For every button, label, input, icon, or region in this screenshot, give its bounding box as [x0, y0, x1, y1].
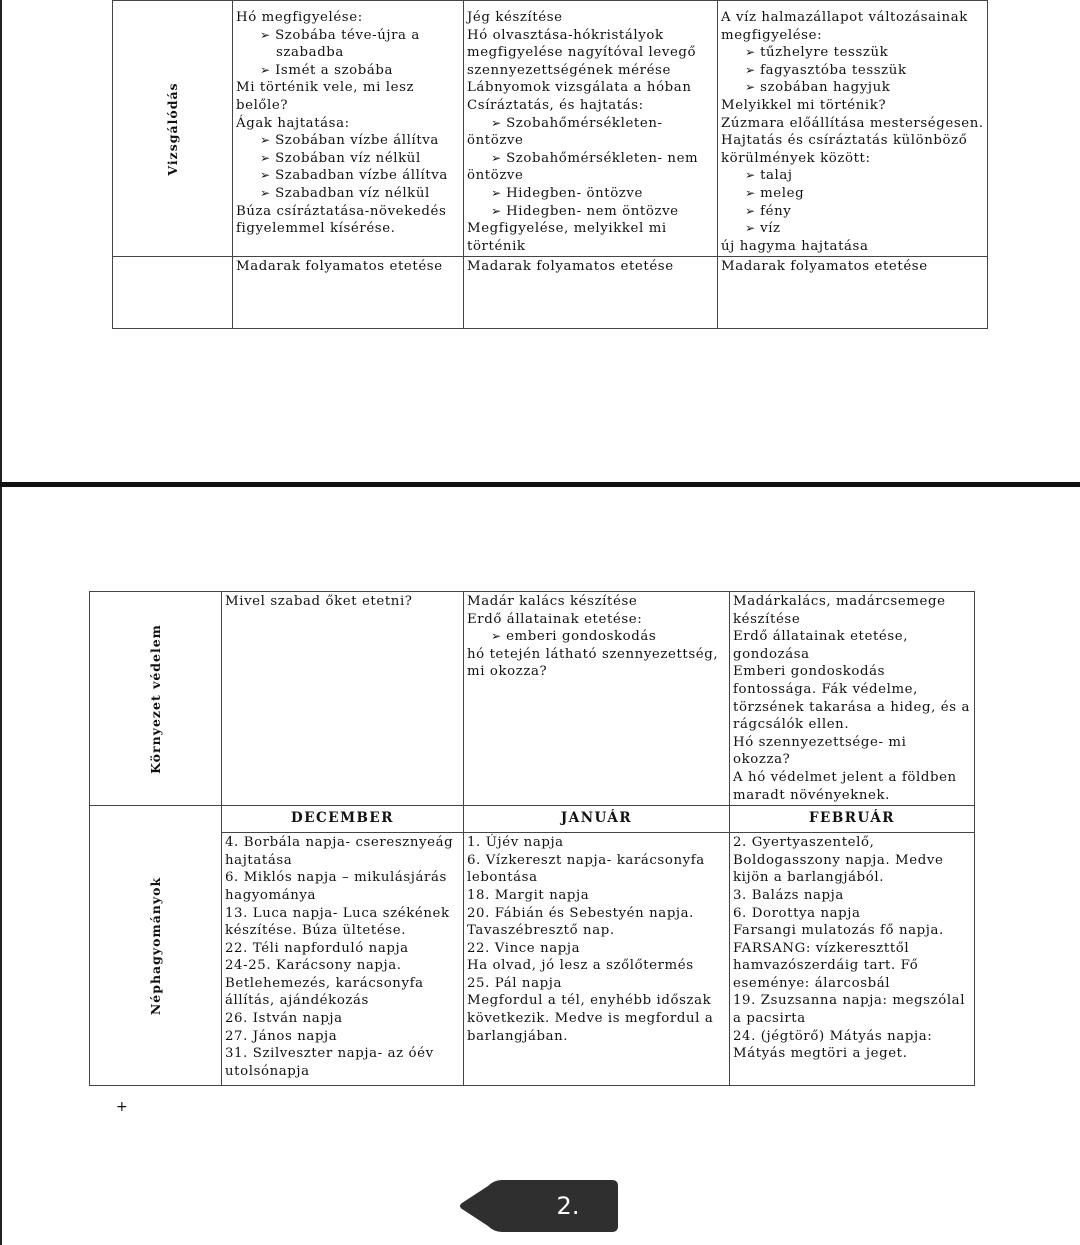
cell-bird-feeding: Madarak folyamatos etetése [718, 257, 988, 329]
cell-env-january [464, 592, 730, 806]
text-line: okozza? [733, 752, 791, 768]
text-line: új hagyma hajtatása [721, 238, 869, 254]
cell-december-examination [233, 1, 464, 257]
text-line: hagyománya [225, 887, 317, 903]
text-line: ➢ Ismét a szobába [236, 62, 460, 80]
text-line: Csíráztatás, és hajtatás: [467, 97, 644, 113]
text-line: 22. Vince napja [467, 940, 581, 956]
cell-bird-feeding: Madarak folyamatos etetése [233, 257, 464, 329]
text-line: Hajtatás és csíráztatás különböző [721, 133, 968, 149]
row-label-environment: Környezet védelem [90, 592, 222, 806]
text-line: megfigyelése: [721, 27, 823, 43]
text-line: ➢ fagyasztóba tesszük [721, 62, 984, 80]
text-line: Megfigyelése, melyikkel mi [467, 221, 667, 237]
text-line: hó tetején látható szennyezettség, [467, 646, 719, 662]
text-line: ➢ meleg [721, 185, 984, 203]
text-line: 26. István napja [225, 1011, 343, 1027]
cell-february-examination [718, 1, 988, 257]
text-line: lebontása [467, 870, 538, 886]
text-line: mi okozza? [467, 664, 548, 680]
month-header-december: DECEMBER [222, 806, 464, 833]
text-line: 25. Pál napja [467, 975, 562, 991]
text-line: Ha olvad, jó lesz a szőlőtermés [467, 958, 694, 974]
text-line: Hó olvasztása-hókristályok [467, 27, 664, 43]
text-line: 31. Szilveszter napja- az óév [225, 1046, 434, 1062]
text-line: utolsónapja [225, 1063, 310, 1079]
text-line: 22. Téli napforduló napja [225, 940, 409, 956]
text-line: ➢ talaj [721, 167, 984, 185]
text-line: ➢ Szabadban víz nélkül [236, 185, 460, 203]
text-line: Betlehemezés, karácsonyfa [225, 975, 424, 991]
text-line: 24. (jégtörő) Mátyás napja: [733, 1028, 933, 1044]
text-line: a pacsirta [733, 1011, 806, 1027]
table-row [90, 806, 975, 833]
page-number-indicator[interactable] [458, 1180, 618, 1232]
text-line: 6. Miklós napja – mikulásjárás [225, 870, 447, 886]
text-line: Emberi gondoskodás [733, 664, 886, 680]
page-number-label: 2. [556, 1192, 580, 1220]
text-line: FARSANG: vízkereszttől [733, 940, 910, 956]
plus-mark: + [116, 1099, 128, 1115]
text-line: következik. Medve is megfordul a [467, 1011, 714, 1027]
text-line: 19. Zsuzsanna napja: megszólal [733, 993, 966, 1009]
text-line: ➢ Szobahőmérsékleten- nem [467, 150, 714, 168]
text-line: ➢ Szobában vízbe állítva [236, 132, 460, 150]
text-line: Mivel szabad őket etetni? [225, 594, 413, 609]
text-line: készítése [733, 611, 801, 627]
month-header-february: FEBRUÁR [730, 806, 975, 833]
text-line: ➢ tűzhelyre tesszük [721, 44, 984, 62]
document-page-top [0, 0, 1080, 482]
text-line: Búza csíráztatása-növekedés [236, 203, 447, 219]
text-line: 13. Luca napja- Luca székének [225, 905, 450, 921]
table-row [90, 833, 975, 1086]
text-line: 6. Dorottya napja [733, 905, 861, 921]
text-line: Megfordul a tél, enyhébb időszak [467, 993, 712, 1009]
month-header-january: JANUÁR [464, 806, 730, 833]
text-line: figyelemmel kísérése. [236, 221, 396, 237]
text-line: Madár kalács készítése [467, 594, 638, 609]
text-line: eseménye: álarcosbál [733, 975, 891, 991]
text-line: körülmények között: [721, 150, 871, 166]
text-line: Madárkalács, madárcsemege [733, 594, 946, 609]
text-line: Farsangi mulatozás fő napja. [733, 923, 944, 939]
text-line: A hó védelmet jelent a földben [733, 769, 957, 785]
text-line: 27. János napja [225, 1028, 338, 1044]
text-line: törzsének takarása a hideg, és a [733, 699, 971, 715]
text-line: ➢ Szobahőmérsékleten- [467, 115, 714, 133]
text-line: maradt növényeknek. [733, 787, 890, 803]
text-line: 2. Gyertyaszentelő, [733, 835, 875, 851]
text-line: rágcsálók ellen. [733, 717, 850, 733]
text-line: készítése. Búza ültetése. [225, 923, 407, 939]
text-line: hajtatása [225, 852, 293, 868]
text-line: Hó megfigyelése: [236, 10, 363, 25]
text-line: kijön a barlangjából. [733, 870, 885, 886]
text-line: ➢ Hidegben- nem öntözve [467, 203, 714, 221]
cell-traditions-february [730, 833, 975, 1086]
text-line: ➢ szobában hagyjuk [721, 79, 984, 97]
text-line: 6. Vízkereszt napja- karácsonyfa [467, 852, 705, 868]
row-label-empty [113, 257, 233, 329]
text-line: ➢ Szobában víz nélkül [236, 150, 460, 168]
text-line: Mátyás megtöri a jeget. [733, 1046, 908, 1062]
text-line: barlangjában. [467, 1028, 569, 1044]
text-line: Boldogasszony napja. Medve [733, 852, 944, 868]
text-line: 1. Újév napja [467, 835, 564, 851]
table-row [113, 257, 988, 329]
text-line: Tavaszébresztő nap. [467, 923, 615, 939]
text-line: ➢ Szobába téve-újra a [236, 27, 460, 45]
text-line: gondozása [733, 646, 810, 662]
text-line: ➢ emberi gondoskodás [467, 628, 726, 646]
text-line: Lábnyomok vizsgálata a hóban [467, 80, 692, 96]
text-line: Melyikkel mi történik? [721, 97, 887, 113]
text-line: Erdő állatainak etetése: [467, 611, 643, 627]
text-line: Erdő állatainak etetése, [733, 629, 909, 645]
table-row [90, 592, 975, 806]
text-line: 4. Borbála napja- cseresznyeág [225, 835, 454, 851]
text-line: ➢ fény [721, 203, 984, 221]
text-line: szabadba [276, 45, 344, 61]
text-line: történik [467, 238, 526, 254]
text-line: 3. Balázs napja [733, 887, 844, 903]
text-line: megfigyelése nagyítóval levegő [467, 45, 697, 61]
cell-env-december [222, 592, 464, 806]
activity-table-bottom [89, 591, 975, 1086]
document-page-bottom [0, 487, 1080, 1245]
text-line: öntözve [467, 168, 524, 184]
text-line: A víz halmazállapot változásainak [721, 10, 968, 25]
text-line: 24-25. Karácsony napja. [225, 958, 402, 974]
cell-traditions-december [222, 833, 464, 1086]
text-line: 18. Margit napja [467, 887, 590, 903]
text-line: Ágak hajtatása: [236, 115, 350, 131]
text-line: öntözve [467, 133, 524, 149]
text-line: Jég készítése [467, 10, 563, 25]
text-line: szennyezettségének mérése [467, 62, 671, 78]
text-line: Mi történik vele, mi lesz [236, 80, 415, 96]
cell-bird-feeding: Madarak folyamatos etetése [464, 257, 718, 329]
text-line: állítás, ajándékozás [225, 993, 369, 1009]
row-label-examination: Vizsgálódás [113, 1, 233, 257]
activity-table-top [112, 0, 988, 329]
text-line: hamvazószerdáig tart. Fő [733, 958, 919, 974]
table-row [113, 1, 988, 257]
cell-january-examination [464, 1, 718, 257]
text-line: Hó szennyezettsége- mi [733, 734, 907, 750]
cell-env-february [730, 592, 975, 806]
text-line: Zúzmara előállítása mesterségesen. [721, 115, 984, 131]
text-line: fontossága. Fák védelme, [733, 681, 918, 697]
text-line: ➢ víz [721, 220, 984, 238]
text-line: ➢ Hidegben- öntözve [467, 185, 714, 203]
text-line: belőle? [236, 97, 289, 113]
text-line: ➢ Szabadban vízbe állítva [236, 167, 460, 185]
text-line: 20. Fábián és Sebestyén napja. [467, 905, 695, 921]
cell-traditions-january [464, 833, 730, 1086]
row-label-traditions: Néphagyományok [90, 806, 222, 1086]
